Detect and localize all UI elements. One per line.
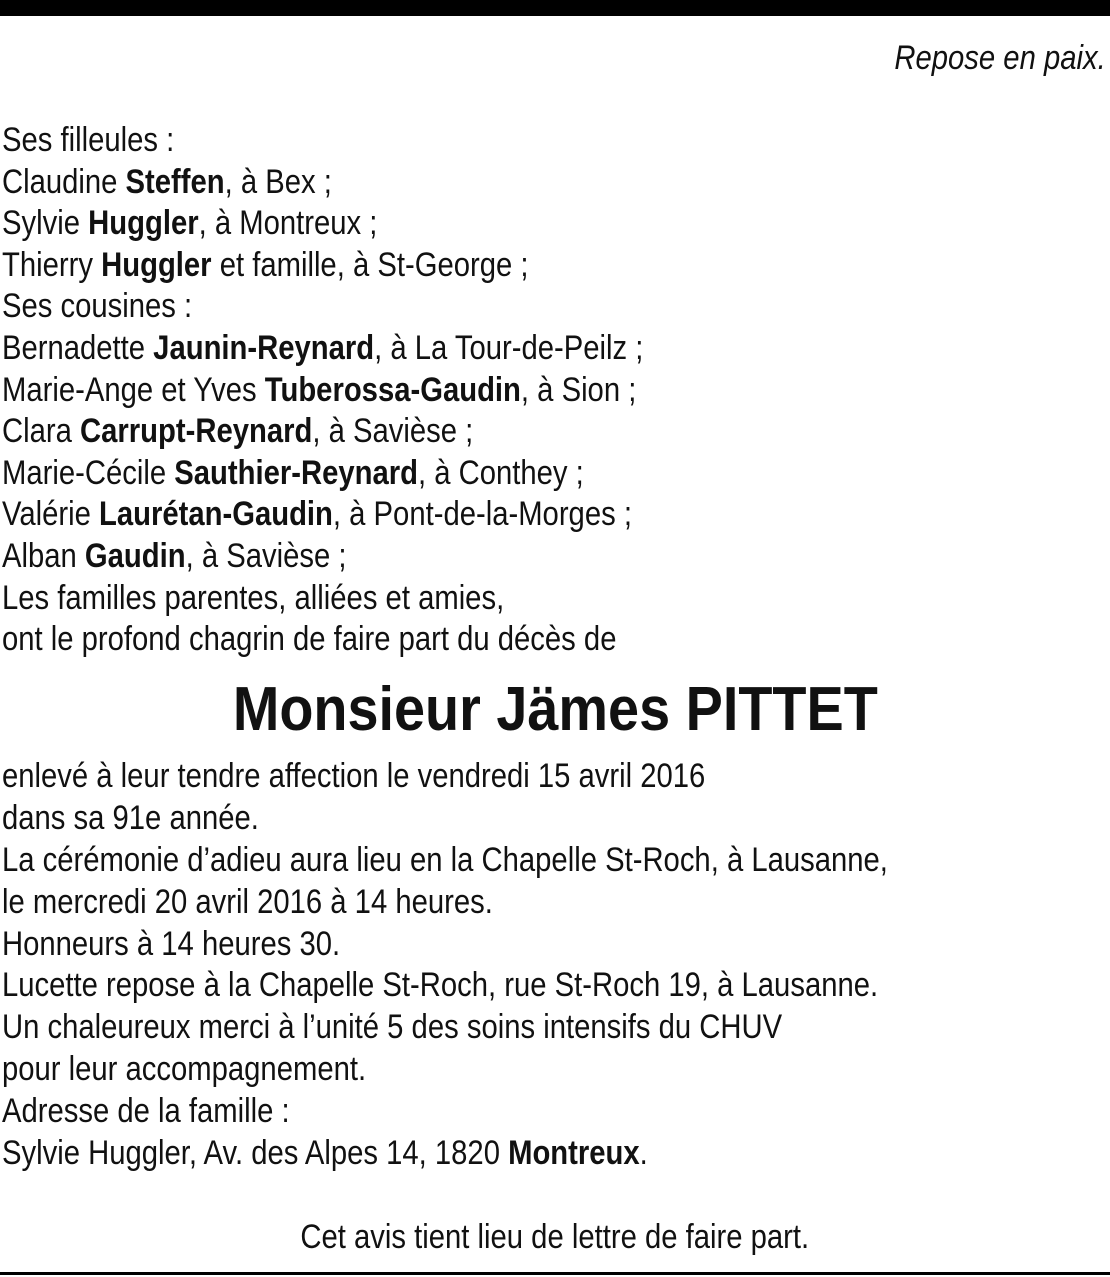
text-segment: le mercredi 20 avril 2016 à 14 heures.: [2, 882, 493, 921]
text-line: [2, 1007, 888, 1049]
text-segment: Ses cousines :: [2, 287, 193, 326]
text-segment: , à La Tour-de-Peilz ;: [374, 328, 644, 367]
deceased-name: [0, 670, 1110, 750]
text-segment: , à Montreux ;: [198, 204, 378, 243]
text-segment: Valérie: [2, 495, 99, 534]
text-segment: La cérémonie d’adieu aura lieu en la Chapelle St-Roch, à Lausanne,: [2, 840, 888, 879]
bold-name: Carrupt-Reynard: [80, 412, 313, 451]
text-segment: Marie-Cécile: [2, 453, 175, 492]
text-segment: dans sa 91e année.: [2, 798, 259, 837]
bold-name: Huggler: [101, 245, 212, 284]
text-line: [2, 245, 643, 287]
text-line: [2, 453, 643, 495]
bold-name: Steffen: [125, 162, 225, 201]
bold-name: Huggler: [88, 204, 199, 243]
bottom-rule: [0, 1272, 1110, 1275]
text-line: [2, 1133, 888, 1175]
text-segment: Lucette repose à la Chapelle St-Roch, rue St-Roch 19, à Lausanne.: [2, 966, 879, 1005]
text-segment: Sylvie: [2, 204, 89, 243]
text-segment: Sylvie Huggler, Av. des Alpes 14, 1820: [2, 1134, 509, 1173]
text-segment: Ses filleules :: [2, 121, 175, 159]
text-segment: Un chaleureux merci à l’unité 5 des soins intensifs du CHUV: [2, 1008, 783, 1047]
text-line: [2, 578, 643, 620]
text-segment: .: [639, 1134, 648, 1173]
footer-note-text: Cet avis tient lieu de lettre de faire part.: [300, 1218, 810, 1256]
top-rule: [0, 0, 1110, 16]
bold-name: Sauthier-Reynard: [174, 453, 418, 492]
text-segment: et famille, à St-George ;: [211, 245, 529, 284]
bold-name: Jaunin-Reynard: [153, 328, 375, 367]
text-segment: Clara: [2, 412, 81, 451]
text-segment: Thierry: [2, 245, 102, 284]
text-line: [2, 924, 888, 966]
bold-name: Laurétan-Gaudin: [98, 495, 333, 534]
text-segment: ont le profond chagrin de faire part du décès de: [2, 620, 617, 659]
text-line: [2, 286, 643, 328]
text-segment: Adresse de la famille :: [2, 1092, 290, 1131]
text-segment: , à Conthey ;: [417, 453, 584, 492]
text-segment: , à Bex ;: [224, 162, 332, 201]
text-line: [2, 536, 643, 578]
text-segment: , à Savièse ;: [185, 536, 347, 575]
text-segment: Marie-Ange et Yves: [2, 370, 265, 409]
text-segment: , à Pont-de-la-Morges ;: [332, 495, 632, 534]
details-block: [2, 756, 888, 1175]
text-line: [2, 370, 643, 412]
text-segment: Les familles parentes, alliées et amies,: [2, 578, 505, 617]
text-line: [2, 162, 643, 204]
text-line: [2, 619, 643, 661]
bold-name: Gaudin: [84, 536, 186, 575]
text-line: [2, 328, 643, 370]
text-segment: , à Savièse ;: [312, 412, 474, 451]
text-segment: Bernadette: [2, 328, 154, 367]
text-segment: , à Sion ;: [520, 370, 637, 409]
text-line: [2, 1091, 888, 1133]
text-segment: Alban: [2, 536, 85, 575]
text-line: [2, 756, 888, 798]
bold-name: Tuberossa-Gaudin: [264, 370, 521, 409]
text-segment: enlevé à leur tendre affection le vendredi 15 avril 2016: [2, 757, 706, 795]
motto: Repose en paix.: [894, 39, 1106, 77]
footer-note: [0, 1214, 1110, 1260]
text-line: [2, 203, 643, 245]
text-line: [2, 840, 888, 882]
text-line: [2, 798, 888, 840]
text-segment: pour leur accompagnement.: [2, 1050, 367, 1089]
text-line: [2, 965, 888, 1007]
intro-block: [2, 120, 643, 661]
text-line: [2, 411, 643, 453]
bold-name: Montreux: [508, 1134, 640, 1173]
text-line: [2, 1049, 888, 1091]
text-segment: Honneurs à 14 heures 30.: [2, 924, 341, 963]
text-line: [2, 120, 643, 162]
deceased-name-text: Monsieur Jämes PITTET: [232, 675, 878, 744]
text-line: [2, 882, 888, 924]
text-segment: Claudine: [2, 162, 126, 201]
text-line: [2, 494, 643, 536]
